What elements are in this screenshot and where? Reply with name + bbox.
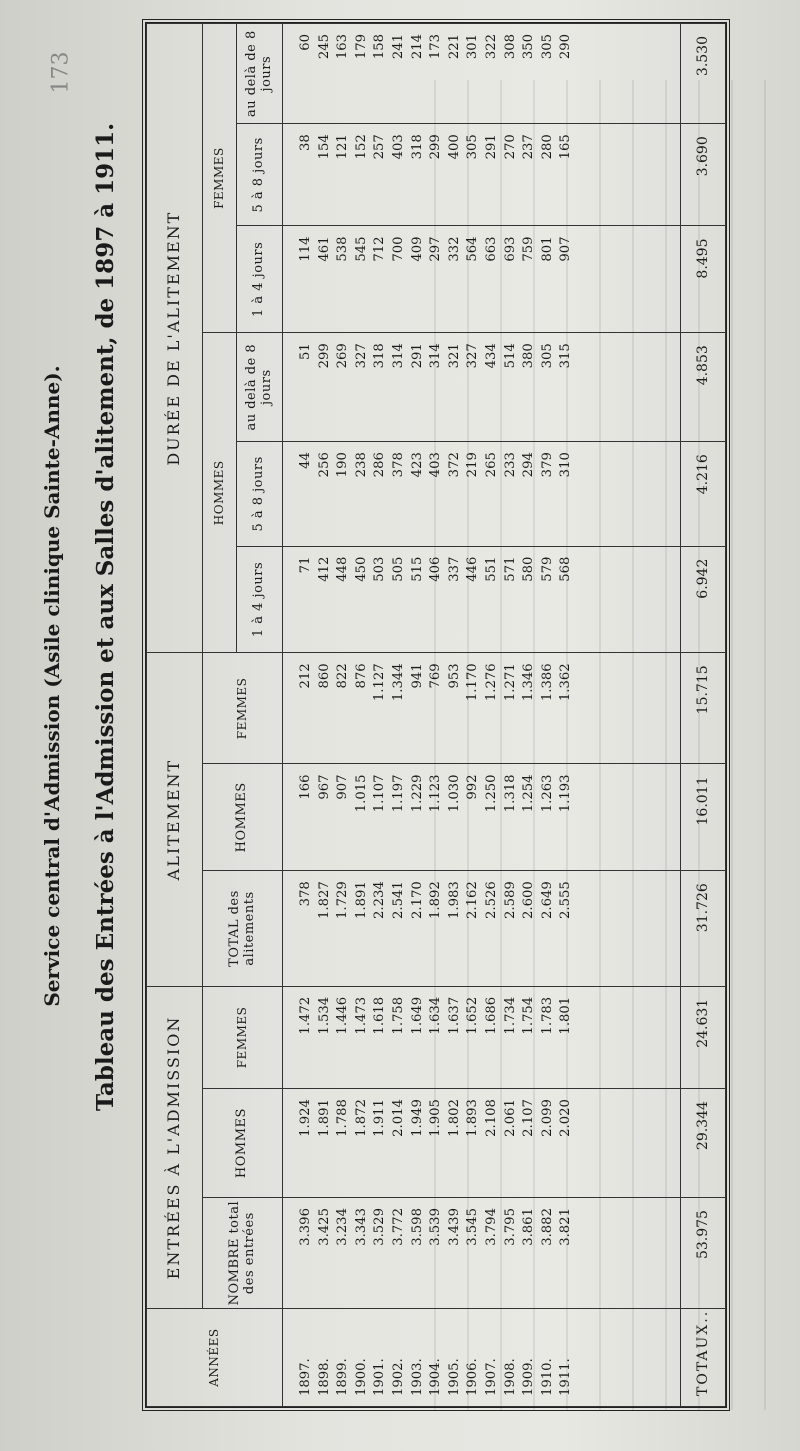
table-cell: 992 <box>465 774 481 800</box>
table-cell: 1.758 <box>390 996 406 1035</box>
table-cell: 1897. <box>298 1358 313 1396</box>
table-cell: 337 <box>446 556 462 582</box>
column-h-dela8 <box>283 333 681 442</box>
table-cell: 327 <box>465 343 481 369</box>
table-cell: 423 <box>409 452 425 478</box>
table-cell: 165 <box>558 134 574 160</box>
table-cell: 2.170 <box>409 881 425 919</box>
table-cell: 60 <box>298 34 313 51</box>
table-cell: 318 <box>372 343 388 369</box>
table-cell: 1.827 <box>316 881 332 919</box>
column-alit-femmes <box>283 653 681 764</box>
total-f-dela8: 3.530 <box>681 24 726 124</box>
table-cell: 1.362 <box>558 663 574 702</box>
table-supertitle: Service central d'Admission (Asile clinique Sainte-Anne). <box>40 365 64 1007</box>
header-nombre-total: NOMBRE total des entrées <box>203 1198 283 1309</box>
table-cell: 571 <box>502 556 518 582</box>
table-cell: 1.686 <box>483 996 499 1035</box>
table-cell: 2.014 <box>390 1099 406 1137</box>
table-cell: 1.734 <box>502 996 518 1035</box>
table-cell: 350 <box>521 34 537 60</box>
table-cell: 2.061 <box>502 1099 518 1137</box>
table-cell: 379 <box>539 452 555 478</box>
table-cell: 1908. <box>502 1358 518 1396</box>
table-cell: 38 <box>298 134 313 152</box>
table-cell: 321 <box>446 343 462 369</box>
table-cell: 450 <box>353 556 369 582</box>
table-cell: 403 <box>390 134 406 160</box>
column-total-alitements <box>283 871 681 987</box>
table-cell: 693 <box>502 236 518 262</box>
table-cell: 514 <box>502 343 518 369</box>
header-entrees-hommes: HOMMES <box>203 1089 283 1198</box>
column-entrees-hommes <box>283 1089 681 1198</box>
table-cell: 1.891 <box>316 1099 332 1137</box>
table-cell: 44 <box>298 452 313 469</box>
totals-label: TOTAUX.. <box>681 1309 726 1407</box>
table-cell: 3.439 <box>446 1208 462 1246</box>
table-cell: 1909. <box>521 1358 537 1396</box>
table-cell: 2.589 <box>502 881 518 919</box>
total-entrees-hommes: 29.344 <box>681 1089 726 1198</box>
table-cell: 2.108 <box>483 1099 499 1137</box>
table-cell: 3.425 <box>316 1208 332 1246</box>
table-cell: 163 <box>335 34 351 60</box>
table-cell: 2.526 <box>483 881 499 919</box>
table-cell: 310 <box>558 452 574 478</box>
table-cell: 1.802 <box>446 1099 462 1137</box>
table-cell: 505 <box>390 556 406 582</box>
table-cell: 3.598 <box>409 1208 425 1246</box>
table-cell: 305 <box>465 134 481 160</box>
table-cell: 1.911 <box>372 1099 388 1137</box>
table-cell: 1.107 <box>372 774 388 813</box>
header-f-1a4: 1 à 4 jours <box>237 226 283 333</box>
table-cell: 315 <box>558 343 574 369</box>
table-cell: 51 <box>298 343 313 360</box>
table-cell: 1.652 <box>465 996 481 1035</box>
table-cell: 152 <box>353 134 369 160</box>
table-cell: 2.099 <box>539 1099 555 1137</box>
table-cell: 3.396 <box>298 1208 313 1246</box>
table-cell: 1902. <box>390 1358 406 1396</box>
totals-row <box>681 24 726 1407</box>
table-cell: 564 <box>465 236 481 262</box>
table-cell: 580 <box>521 556 537 582</box>
table-cell: 434 <box>483 343 499 369</box>
table-cell: 301 <box>465 34 481 60</box>
header-h-dela8: au delà de 8 jours <box>237 333 283 442</box>
table-cell: 245 <box>316 34 332 60</box>
header-duree-hommes: HOMMES <box>203 333 237 653</box>
table-cell: 1.729 <box>335 881 351 919</box>
table-cell: 448 <box>335 556 351 582</box>
table-cell: 1903. <box>409 1358 425 1396</box>
table-cell: 378 <box>298 881 313 907</box>
table-cell: 1.123 <box>428 774 444 813</box>
table-cell: 759 <box>521 236 537 262</box>
column-alit-hommes <box>283 764 681 871</box>
table-cell: 2.162 <box>465 881 481 919</box>
header-alit-femmes: FEMMES <box>203 653 283 764</box>
table-cell: 1901. <box>372 1358 388 1396</box>
table-cell: 2.020 <box>558 1099 574 1137</box>
table-cell: 121 <box>335 134 351 160</box>
table-cell: 2.600 <box>521 881 537 919</box>
table-cell: 212 <box>298 663 313 689</box>
table-cell: 515 <box>409 556 425 582</box>
table-cell: 1.649 <box>409 996 425 1035</box>
table-cell: 2.555 <box>558 881 574 919</box>
table-cell: 71 <box>298 556 313 574</box>
table-cell: 1.254 <box>521 774 537 813</box>
column-f-dela8 <box>283 24 681 124</box>
header-total-alitements: TOTAL des alitements <box>203 871 283 987</box>
table-cell: 2.107 <box>521 1099 537 1137</box>
table-cell: 257 <box>372 134 388 160</box>
table-cell: 265 <box>483 452 499 478</box>
table-cell: 1.534 <box>316 996 332 1035</box>
table-cell: 1.346 <box>521 663 537 702</box>
table-cell: 270 <box>502 134 518 160</box>
table-cell: 238 <box>353 452 369 478</box>
header-entrees: ENTRÉES À L'ADMISSION <box>147 986 203 1308</box>
table-cell: 1904. <box>428 1358 444 1396</box>
table-cell: 3.795 <box>502 1208 518 1246</box>
table-cell: 953 <box>446 663 462 689</box>
table-cell: 1.386 <box>539 663 555 702</box>
table-cell: 409 <box>409 236 425 262</box>
table-cell: 1.637 <box>446 996 462 1035</box>
table-cell: 1.801 <box>558 996 574 1035</box>
table-cell: 297 <box>428 236 444 262</box>
table-cell: 256 <box>316 452 332 478</box>
table-cell: 1911. <box>558 1358 574 1396</box>
header-h-1a4: 1 à 4 jours <box>237 546 283 653</box>
table-cell: 1.949 <box>409 1099 425 1137</box>
table-cell: 1907. <box>483 1358 499 1396</box>
table-cell: 801 <box>539 236 555 262</box>
table-cell: 154 <box>316 134 332 160</box>
table-cell: 114 <box>298 236 313 262</box>
table-cell: 1905. <box>446 1358 462 1396</box>
table-cell: 907 <box>558 236 574 262</box>
table-cell: 3.772 <box>390 1208 406 1246</box>
total-alit-hommes: 16.011 <box>681 764 726 871</box>
table-cell: 400 <box>446 134 462 160</box>
statistics-table <box>142 19 730 1411</box>
table-cell: 1910. <box>539 1358 555 1396</box>
table-cell: 3.821 <box>558 1208 574 1246</box>
table-cell: 663 <box>483 236 499 262</box>
table-cell: 3.539 <box>428 1208 444 1246</box>
page-number: 173 <box>48 51 74 94</box>
table-cell: 1.197 <box>390 774 406 813</box>
table-cell: 503 <box>372 556 388 582</box>
table-cell: 305 <box>539 34 555 60</box>
header-entrees-femmes: FEMMES <box>203 986 283 1088</box>
total-alitements: 31.726 <box>681 871 726 987</box>
table-cell: 1.263 <box>539 774 555 813</box>
table-cell: 1.618 <box>372 996 388 1035</box>
table-cell: 314 <box>390 343 406 369</box>
table-cell: 269 <box>335 343 351 369</box>
header-alit-hommes: HOMMES <box>203 764 283 871</box>
table-cell: 860 <box>316 663 332 689</box>
total-entrees-femmes: 24.631 <box>681 986 726 1088</box>
table-cell: 291 <box>409 343 425 369</box>
table-cell: 1.924 <box>298 1099 313 1137</box>
table-cell: 1.754 <box>521 996 537 1035</box>
table-cell: 1.015 <box>353 774 369 813</box>
table-cell: 299 <box>316 343 332 369</box>
table-cell: 1.473 <box>353 996 369 1035</box>
table-cell: 327 <box>353 343 369 369</box>
table-cell: 1.344 <box>390 663 406 702</box>
column-annees <box>283 1309 681 1407</box>
table-cell: 1906. <box>465 1358 481 1396</box>
header-duree-femmes: FEMMES <box>203 24 237 333</box>
table-cell: 1.127 <box>372 663 388 702</box>
table-cell: 412 <box>316 556 332 582</box>
table-cell: 403 <box>428 452 444 478</box>
table-cell: 3.861 <box>521 1208 537 1246</box>
total-h-1a4: 6.942 <box>681 546 726 653</box>
table-cell: 769 <box>428 663 444 689</box>
table-cell: 166 <box>298 774 313 800</box>
table-cell: 190 <box>335 452 351 478</box>
table-cell: 1.905 <box>428 1099 444 1137</box>
table-cell: 173 <box>428 34 444 60</box>
table-cell: 1899. <box>335 1358 351 1396</box>
table-cell: 214 <box>409 34 425 60</box>
table-cell: 406 <box>428 556 444 582</box>
header-f-dela8: au delà de 8 jours <box>237 24 283 124</box>
table-cell: 1.271 <box>502 663 518 702</box>
table-cell: 1.983 <box>446 881 462 919</box>
table-cell: 1.783 <box>539 996 555 1035</box>
table-cell: 280 <box>539 134 555 160</box>
table-cell: 294 <box>521 452 537 478</box>
table-cell: 219 <box>465 452 481 478</box>
table-cell: 712 <box>372 236 388 262</box>
table-cell: 1898. <box>316 1358 332 1396</box>
table-cell: 967 <box>316 774 332 800</box>
total-alit-femmes: 15.715 <box>681 653 726 764</box>
table-cell: 3.529 <box>372 1208 388 1246</box>
table-cell: 1.872 <box>353 1099 369 1137</box>
total-h-5a8: 4.216 <box>681 442 726 546</box>
table-cell: 1.250 <box>483 774 499 813</box>
table-cell: 158 <box>372 34 388 60</box>
table-cell: 907 <box>335 774 351 800</box>
table-cell: 372 <box>446 452 462 478</box>
column-entrees-femmes <box>283 986 681 1088</box>
table-cell: 1.788 <box>335 1099 351 1137</box>
table-cell: 1.193 <box>558 774 574 813</box>
table-cell: 314 <box>428 343 444 369</box>
table-cell: 1.318 <box>502 774 518 813</box>
header-annees: ANNÉES <box>147 1309 283 1407</box>
table-cell: 378 <box>390 452 406 478</box>
total-h-dela8: 4.853 <box>681 333 726 442</box>
table-cell: 1.472 <box>298 996 313 1035</box>
column-f-5a8 <box>283 124 681 226</box>
column-nombre-total <box>283 1198 681 1309</box>
table-cell: 299 <box>428 134 444 160</box>
table-cell: 233 <box>502 452 518 478</box>
header-duree: DURÉE DE L'ALITEMENT <box>147 24 203 653</box>
column-f-1a4 <box>283 226 681 333</box>
table-cell: 308 <box>502 34 518 60</box>
table-cell: 221 <box>446 34 462 60</box>
table-cell: 179 <box>353 34 369 60</box>
table-cell: 1.446 <box>335 996 351 1035</box>
table-cell: 1.030 <box>446 774 462 813</box>
table-cell: 332 <box>446 236 462 262</box>
table-cell: 446 <box>465 556 481 582</box>
table-cell: 290 <box>558 34 574 60</box>
table-cell: 2.649 <box>539 881 555 919</box>
table-cell: 568 <box>558 556 574 582</box>
table-cell: 876 <box>353 663 369 689</box>
table-cell: 1.229 <box>409 774 425 813</box>
total-f-5a8: 3.690 <box>681 124 726 226</box>
table-title: Tableau des Entrées à l'Admission et aux Salles d'alitement, de 1897 à 1911. <box>92 122 119 1111</box>
table-cell: 322 <box>483 34 499 60</box>
table-cell: 291 <box>483 134 499 160</box>
table-cell: 822 <box>335 663 351 689</box>
table-cell: 286 <box>372 452 388 478</box>
header-h-5a8: 5 à 8 jours <box>237 442 283 546</box>
header-alitement: ALITEMENT <box>147 653 203 986</box>
table-cell: 700 <box>390 236 406 262</box>
column-h-1a4 <box>283 546 681 653</box>
column-h-5a8 <box>283 442 681 546</box>
table-cell: 3.882 <box>539 1208 555 1246</box>
table-cell: 1.892 <box>428 881 444 919</box>
table-cell: 551 <box>483 556 499 582</box>
table-cell: 318 <box>409 134 425 160</box>
table-cell: 3.343 <box>353 1208 369 1246</box>
table-cell: 2.234 <box>372 881 388 919</box>
table-cell: 461 <box>316 236 332 262</box>
table-cell: 1.891 <box>353 881 369 919</box>
table-cell: 941 <box>409 663 425 689</box>
table-cell: 579 <box>539 556 555 582</box>
header-f-5a8: 5 à 8 jours <box>237 124 283 226</box>
table-cell: 1.634 <box>428 996 444 1035</box>
table-cell: 2.541 <box>390 881 406 919</box>
table-cell: 3.545 <box>465 1208 481 1246</box>
table-cell: 538 <box>335 236 351 262</box>
table-cell: 380 <box>521 343 537 369</box>
table-cell: 237 <box>521 134 537 160</box>
table-cell: 1.893 <box>465 1099 481 1137</box>
table-cell: 1.170 <box>465 663 481 702</box>
table-cell: 1.276 <box>483 663 499 702</box>
data-body-row <box>283 24 681 1407</box>
table-cell: 545 <box>353 236 369 262</box>
table-cell: 1900. <box>353 1358 369 1396</box>
table-cell: 3.794 <box>483 1208 499 1246</box>
total-f-1a4: 8.495 <box>681 226 726 333</box>
total-nombre: 53.975 <box>681 1198 726 1309</box>
table-cell: 241 <box>390 34 406 60</box>
table-cell: 3.234 <box>335 1208 351 1246</box>
table-cell: 305 <box>539 343 555 369</box>
